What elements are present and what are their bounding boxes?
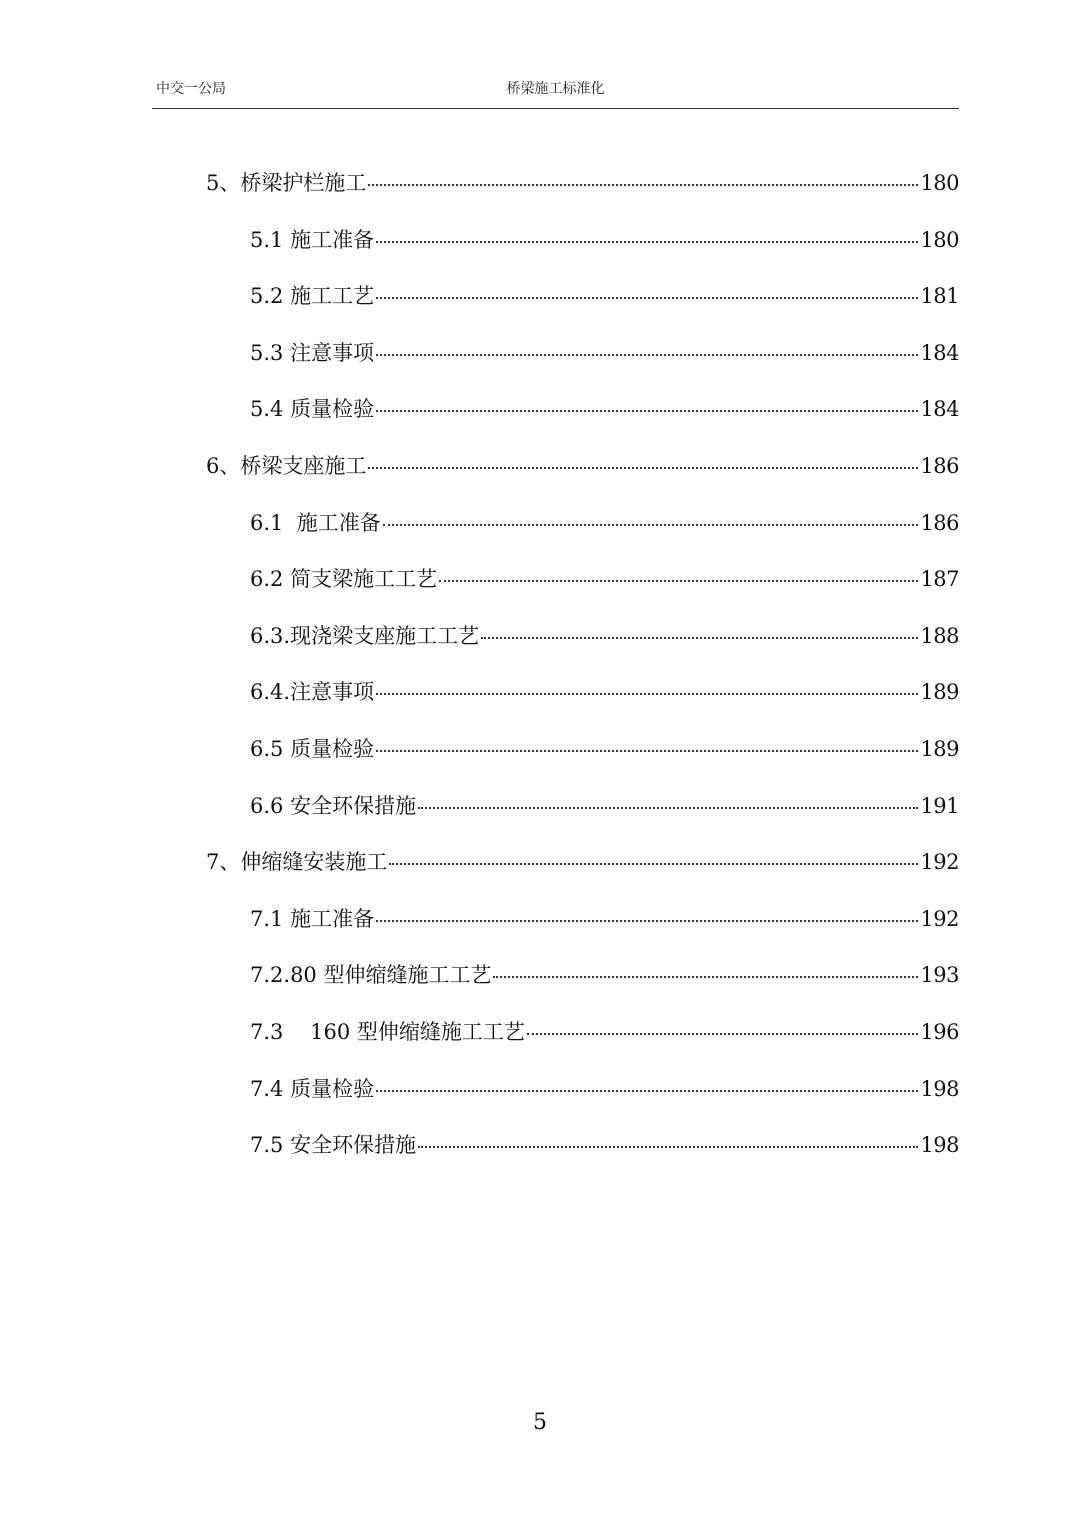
toc-chapter-entry[interactable] xyxy=(206,168,959,198)
toc-entry-page-number: 184 xyxy=(920,340,959,365)
toc-entry-page-number: 189 xyxy=(920,680,959,705)
toc-section-entry[interactable] xyxy=(250,621,959,651)
toc-entry-title: 6.3.现浇梁支座施工工艺 xyxy=(250,623,480,648)
toc-section-entry[interactable] xyxy=(250,564,959,594)
toc-section-entry[interactable] xyxy=(250,1130,959,1160)
toc-entry-title: 5.4 质量检验 xyxy=(250,397,375,422)
toc-entry-title: 6.5 质量检验 xyxy=(250,737,375,761)
toc-entry-page-number: 186 xyxy=(920,454,959,478)
toc-dot-leader xyxy=(368,184,918,186)
toc-entry-page-number: 184 xyxy=(920,397,959,422)
toc-section-entry[interactable] xyxy=(250,225,959,255)
toc-dot-leader xyxy=(368,467,918,469)
toc-dot-leader xyxy=(481,637,918,639)
toc-dot-leader xyxy=(376,241,918,243)
toc-entry-page-number: 198 xyxy=(920,1133,959,1158)
toc-section-entry[interactable] xyxy=(250,677,959,707)
toc-dot-leader xyxy=(418,807,918,809)
toc-entry-title: 5、桥梁护栏施工 xyxy=(206,171,367,195)
toc-dot-leader xyxy=(376,920,918,922)
toc-dot-leader xyxy=(493,976,918,978)
toc-entry-page-number: 187 xyxy=(920,567,959,592)
toc-entry-title: 7.2.80 型伸缩缝施工工艺 xyxy=(250,963,492,988)
toc-entry-page-number: 181 xyxy=(920,284,959,309)
toc-chapter-entry[interactable] xyxy=(206,847,959,877)
toc-entry-title: 7.1 施工准备 xyxy=(250,906,375,931)
page-number: 5 xyxy=(533,1410,547,1435)
toc-dot-leader xyxy=(376,354,918,356)
toc-dot-leader xyxy=(527,1033,919,1035)
toc-section-entry[interactable] xyxy=(250,960,959,990)
toc-entry-title: 7、伸缩缝安装施工 xyxy=(206,850,388,875)
toc-section-entry[interactable] xyxy=(250,281,959,311)
toc-entry-page-number: 192 xyxy=(920,906,959,931)
header-document-title: 桥梁施工标准化 xyxy=(506,81,605,97)
toc-entry-title: 6.1 施工准备 xyxy=(250,510,381,535)
toc-section-entry[interactable] xyxy=(250,734,959,764)
toc-entry-page-number: 180 xyxy=(920,227,959,252)
toc-entry-page-number: 180 xyxy=(920,171,959,195)
toc-section-entry[interactable] xyxy=(250,791,959,821)
toc-entry-title: 5.3 注意事项 xyxy=(250,340,375,365)
toc-entry-page-number: 193 xyxy=(920,963,959,988)
toc-entry-page-number: 196 xyxy=(920,1020,959,1044)
toc-entry-page-number: 188 xyxy=(920,623,959,648)
toc-entry-title: 7.4 质量检验 xyxy=(250,1076,375,1101)
toc-entry-title: 5.1 施工准备 xyxy=(250,227,375,252)
toc-entry-title: 6.2 简支梁施工工艺 xyxy=(250,567,438,592)
toc-dot-leader xyxy=(418,1146,918,1148)
toc-section-entry[interactable] xyxy=(250,394,959,424)
toc-section-entry[interactable] xyxy=(250,508,959,538)
toc-entry-title: 5.2 施工工艺 xyxy=(250,284,375,309)
toc-dot-leader xyxy=(376,410,918,412)
toc-dot-leader xyxy=(376,750,918,752)
toc-dot-leader xyxy=(439,580,918,582)
toc-chapter-entry[interactable] xyxy=(206,451,959,481)
toc-dot-leader xyxy=(376,1090,918,1092)
toc-entry-page-number: 189 xyxy=(920,737,959,761)
toc-dot-leader xyxy=(376,297,918,299)
toc-entry-page-number: 191 xyxy=(920,793,959,818)
toc-section-entry[interactable] xyxy=(250,1017,959,1047)
toc-dot-leader xyxy=(383,524,919,526)
toc-entry-page-number: 186 xyxy=(920,510,959,535)
toc-section-entry[interactable] xyxy=(250,338,959,368)
toc-entry-title: 7.3 160 型伸缩缝施工工艺 xyxy=(250,1020,525,1044)
toc-section-entry[interactable] xyxy=(250,1074,959,1104)
toc-section-entry[interactable] xyxy=(250,904,959,934)
header-organization: 中交一公局 xyxy=(156,81,226,97)
toc-entry-title: 6、桥梁支座施工 xyxy=(206,454,367,478)
toc-entry-page-number: 198 xyxy=(920,1076,959,1101)
toc-dot-leader xyxy=(376,693,918,695)
toc-entry-title: 6.6 安全环保措施 xyxy=(250,793,417,818)
toc-dot-leader xyxy=(389,863,918,865)
toc-entry-title: 6.4.注意事项 xyxy=(250,680,375,705)
toc-entry-page-number: 192 xyxy=(920,850,959,875)
toc-entry-title: 7.5 安全环保措施 xyxy=(250,1133,417,1158)
